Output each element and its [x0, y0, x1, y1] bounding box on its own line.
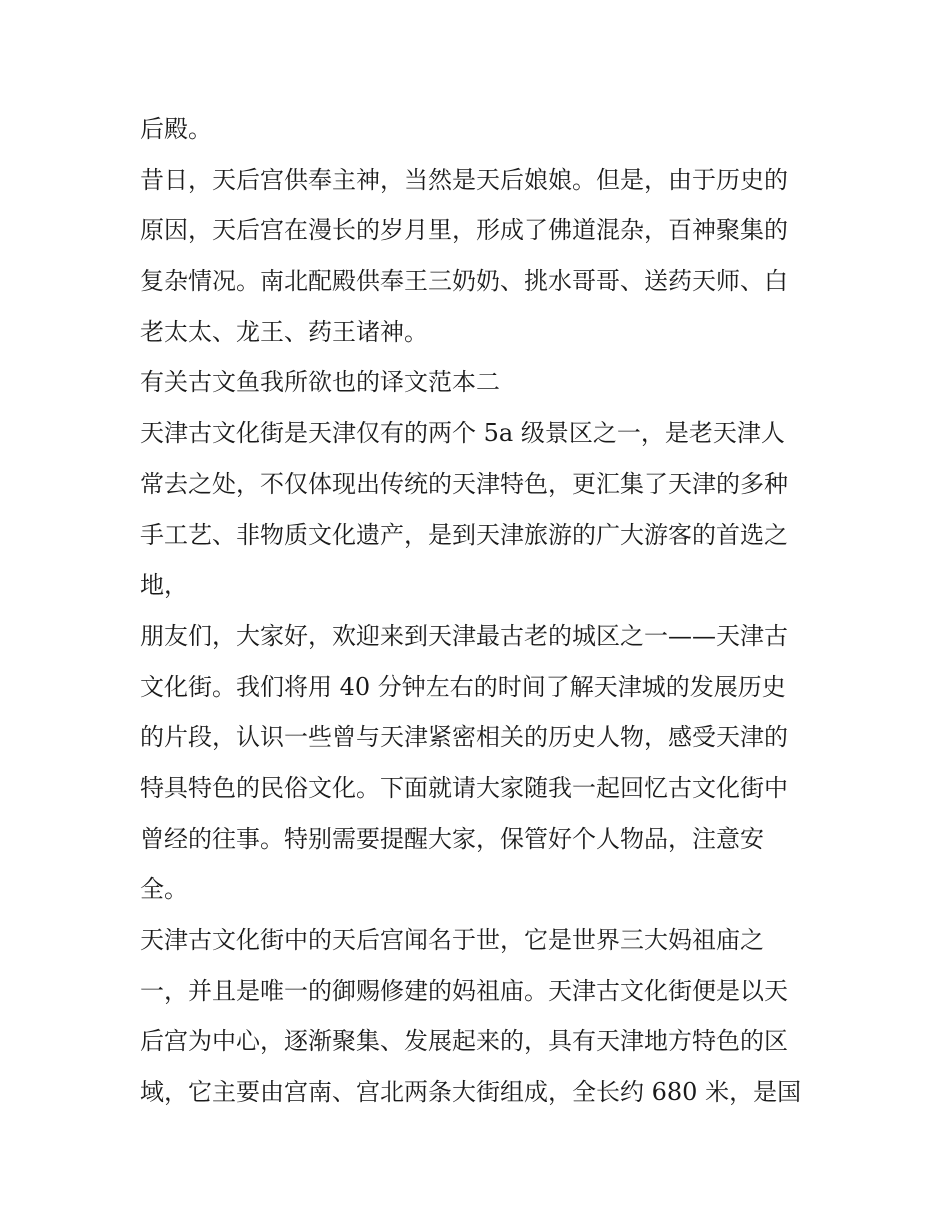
- text-line: 后殿。: [140, 115, 212, 143]
- text-line: 的片段，认识一些曾与天津紧密相关的历史人物，感受天津的: [140, 723, 788, 752]
- text-line: 域，它主要由宫南、宫北两条大街组成，全长约 680 米，是国: [140, 1078, 802, 1107]
- text-line: 原因，天后宫在漫长的岁月里，形成了佛道混杂，百神聚集的: [140, 216, 788, 245]
- section-heading: 有关古文鱼我所欲也的译文范本二: [140, 368, 500, 397]
- text-line: 天津古文化街中的天后宫闻名于世，它是世界三大妈祖庙之: [140, 926, 764, 954]
- text-line: 复杂情况。南北配殿供奉王三奶奶、挑水哥哥、送药天师、白: [140, 267, 788, 296]
- text-line: 地，: [140, 571, 188, 600]
- text-line: 天津古文化街是天津仅有的两个 5a 级景区之一，是老天津人: [140, 419, 785, 448]
- text-line: 全。: [140, 875, 188, 904]
- text-line: 特具特色的民俗文化。下面就请大家随我一起回忆古文化街中: [140, 773, 788, 802]
- document-body: [140, 104, 820, 1118]
- text-line: 常去之处，不仅体现出传统的天津特色，更汇集了天津的多种: [140, 469, 788, 498]
- text-line: 文化街。我们将用 40 分钟左右的时间了解天津城的发展历史: [140, 672, 786, 701]
- text-line: 一，并且是唯一的御赐修建的妈祖庙。天津古文化街便是以天: [140, 976, 788, 1005]
- text-line: 后宫为中心，逐渐聚集、发展起来的，具有天津地方特色的区: [140, 1027, 788, 1056]
- text-line: 手工艺、非物质文化遗产，是到天津旅游的广大游客的首选之: [140, 520, 788, 549]
- text-line: 朋友们，大家好，欢迎来到天津最古老的城区之一——天津古: [140, 621, 788, 650]
- text-line: 曾经的往事。特别需要提醒大家，保管好个人物品，注意安: [140, 824, 764, 853]
- text-line: 昔日，天后宫供奉主神，当然是天后娘娘。但是，由于历史的: [140, 165, 788, 194]
- text-line: 老太太、龙王、药王诸神。: [140, 317, 428, 346]
